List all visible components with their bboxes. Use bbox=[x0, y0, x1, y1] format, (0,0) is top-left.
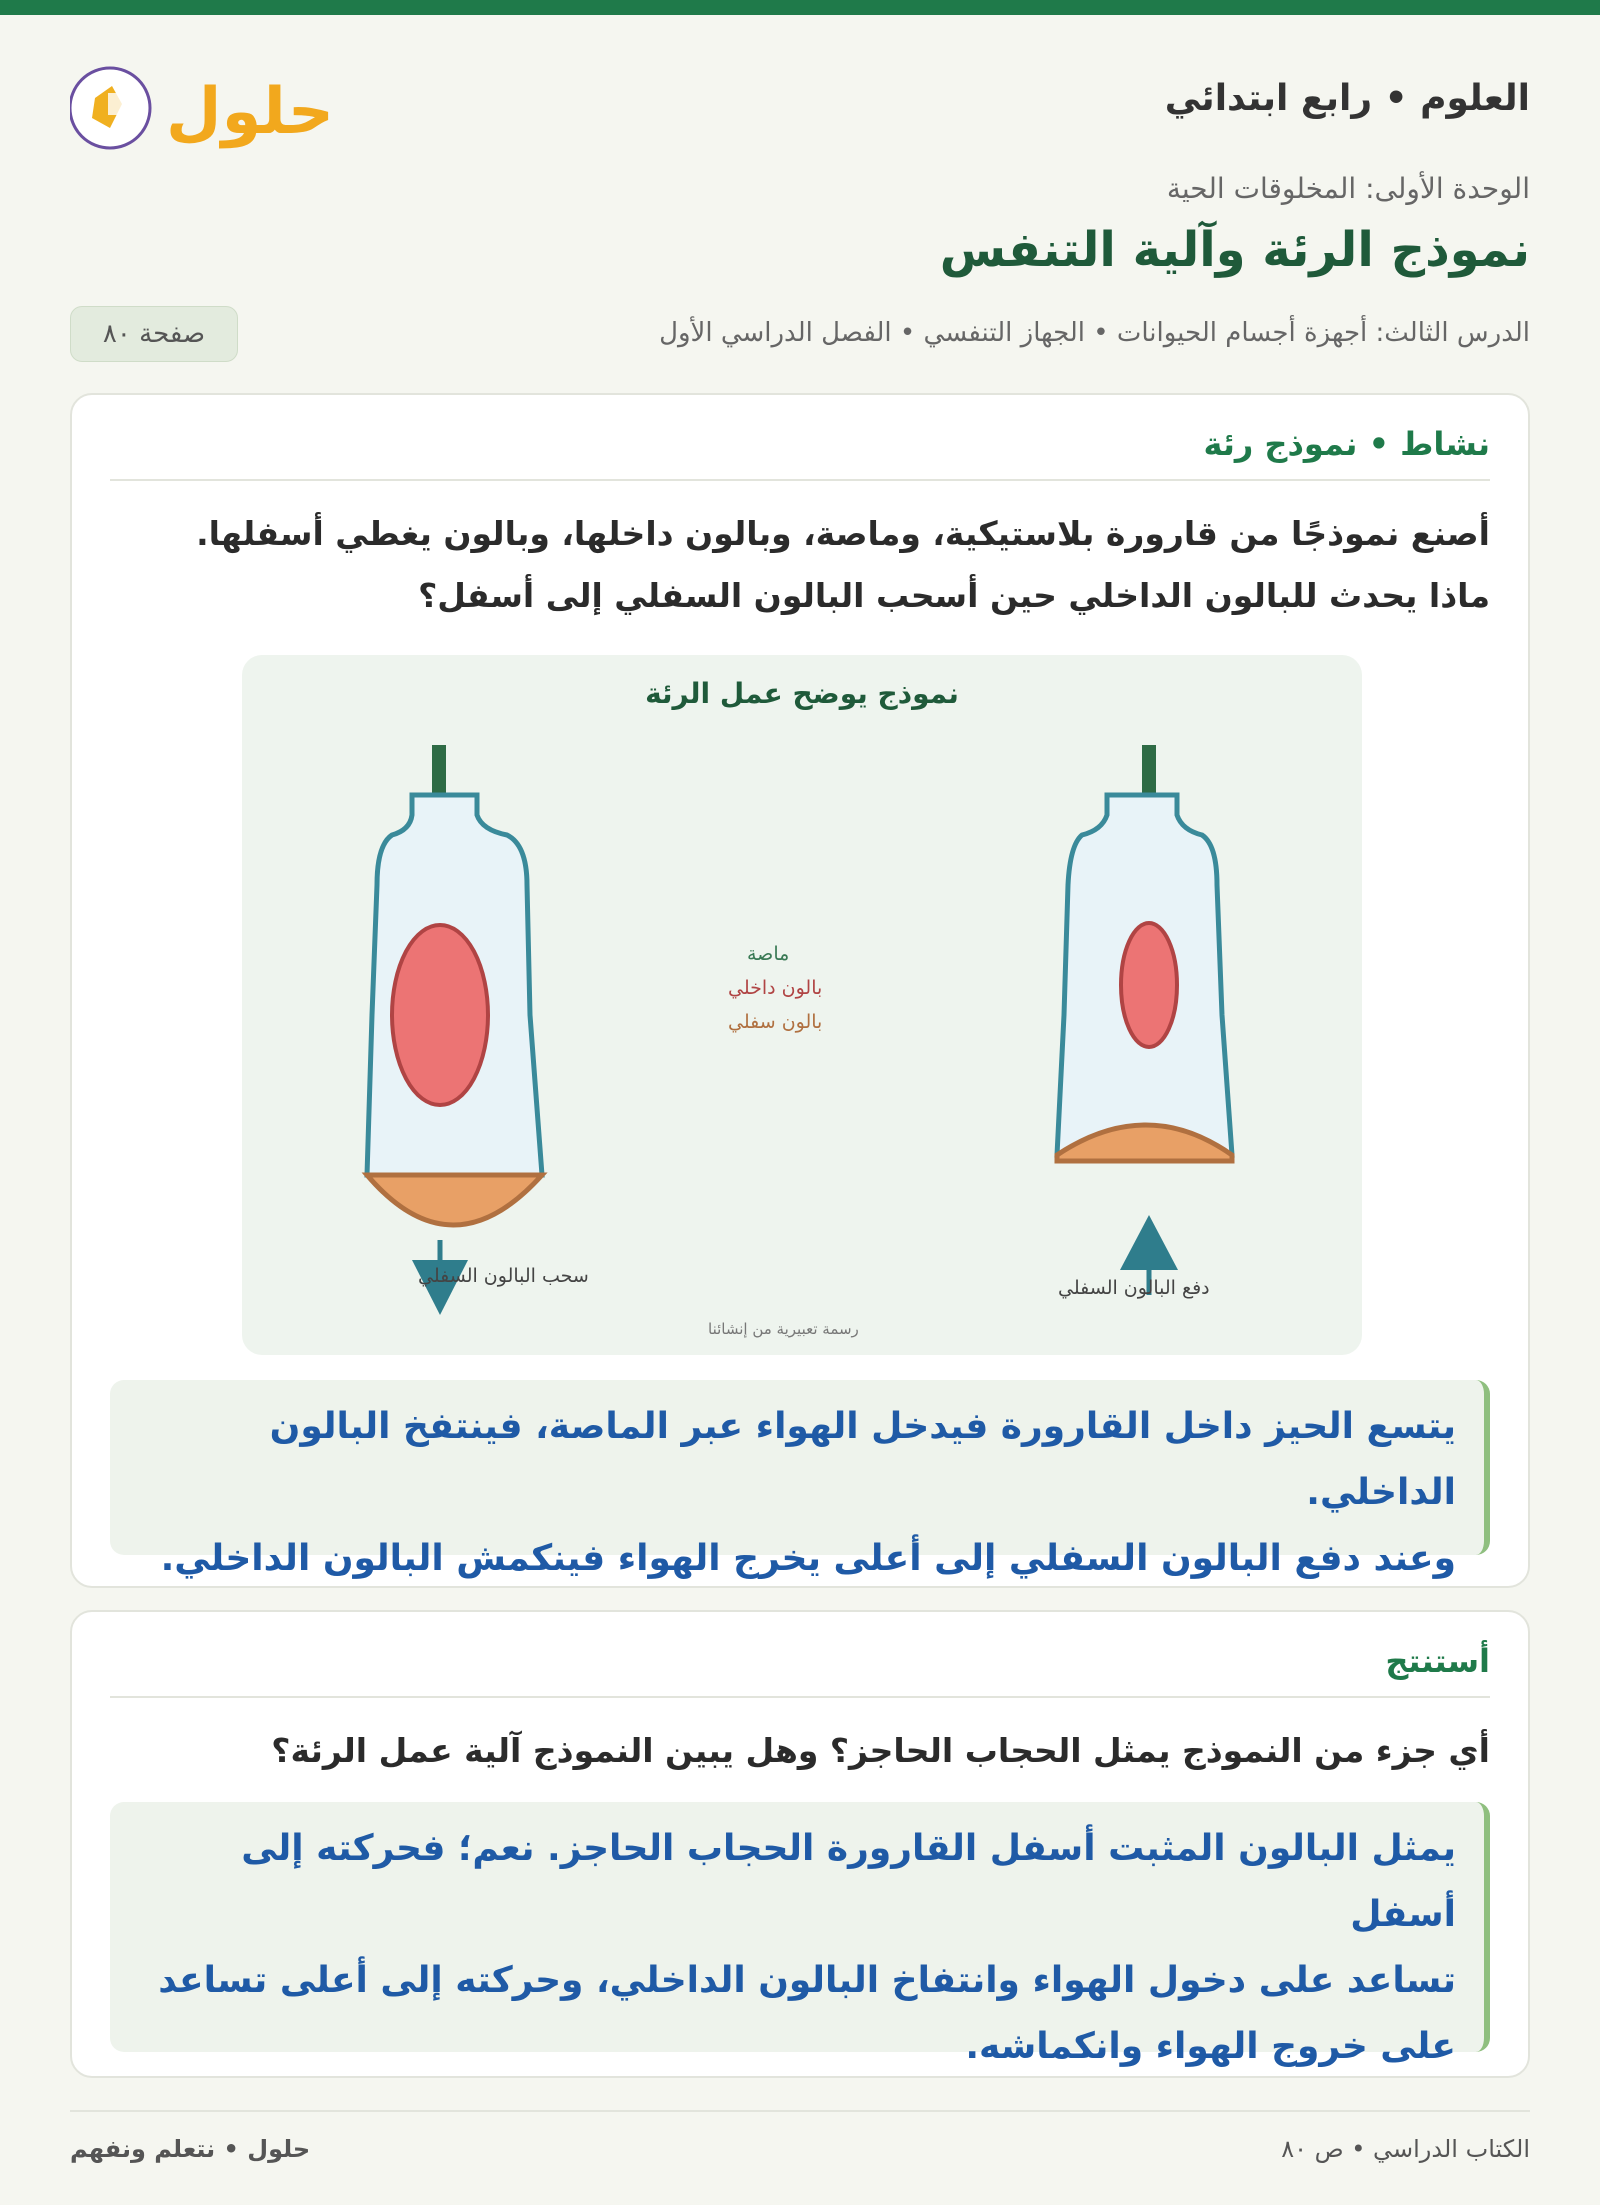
conclude-card bbox=[70, 1610, 1530, 2078]
activity-heading: نشاط • نموذج رئة bbox=[110, 425, 1490, 481]
conclude-answer bbox=[110, 1802, 1490, 2067]
hulul-logo bbox=[70, 58, 340, 158]
top-accent-bar bbox=[0, 0, 1600, 15]
conclude-heading: أستنتج bbox=[110, 1642, 1490, 1698]
bottle-pulled bbox=[367, 745, 542, 1315]
legend-straw: ماصة bbox=[747, 943, 790, 965]
footer-divider bbox=[70, 2110, 1530, 2112]
conclude-answer-line-3: على خروج الهواء وانكماشه. bbox=[965, 2026, 1456, 2067]
lung-model-figure bbox=[242, 655, 1362, 1355]
label-pull-down: سحب البالون السفلي bbox=[418, 1265, 589, 1287]
activity-question-line-1: أصنع نموذجًا من قارورة بلاستيكية، وماصة، وبالون داخلها، وبالون يغطي أسفلها. bbox=[196, 514, 1490, 553]
activity-card bbox=[70, 393, 1530, 1588]
page-header bbox=[70, 48, 1530, 168]
activity-answer-line-2: وعند دفع البالون السفلي إلى أعلى يخرج الهواء فينكمش البالون الداخلي. bbox=[160, 1538, 1456, 1579]
legend-inner-balloon: بالون داخلي bbox=[728, 977, 823, 999]
activity-answer bbox=[110, 1380, 1490, 1579]
bottle-pushed bbox=[1057, 745, 1232, 1295]
footer-book-ref: الكتاب الدراسي • ص ٨٠ bbox=[1281, 2135, 1530, 2163]
diaphragm-pulled bbox=[367, 1175, 542, 1225]
conclude-answer-line-2: تساعد على دخول الهواء وانتفاخ البالون الداخلي، وحركته إلى أعلى تساعد bbox=[158, 1960, 1456, 2001]
inner-balloon-expanded bbox=[392, 925, 488, 1105]
label-push-up: دفع البالون السفلي bbox=[1058, 1277, 1210, 1299]
conclude-question: أي جزء من النموذج يمثل الحجاب الحاجز؟ وهل يبين النموذج آلية عمل الرئة؟ bbox=[271, 1731, 1490, 1770]
figure-note: رسمة تعبيرية من إنشائنا bbox=[708, 1320, 859, 1338]
activity-question bbox=[110, 503, 1490, 627]
inner-balloon-deflated bbox=[1121, 923, 1177, 1047]
footer-brand: حلول • نتعلم ونفهم bbox=[70, 2135, 311, 2163]
arrow-up-icon bbox=[1120, 1215, 1178, 1270]
figure-title: نموذج يوضح عمل الرئة bbox=[645, 677, 959, 710]
logo-text: حلول bbox=[166, 75, 334, 149]
activity-answer-line-1: يتسع الحيز داخل القارورة فيدخل الهواء عبر الماصة، فينتفخ البالون الداخلي. bbox=[269, 1406, 1456, 1513]
page-badge: صفحة ٨٠ bbox=[70, 306, 238, 362]
lesson-title: نموذج الرئة وآلية التنفس bbox=[939, 222, 1530, 278]
legend-bottom-balloon: بالون سفلي bbox=[728, 1011, 823, 1033]
subject-title: العلوم • رابع ابتدائي bbox=[1164, 78, 1530, 119]
conclude-answer-line-1: يمثل البالون المثبت أسفل القارورة الحجاب الحاجز. نعم؛ فحركته إلى أسفل bbox=[241, 1828, 1456, 1935]
unit-label: الوحدة الأولى: المخلوقات الحية bbox=[1166, 172, 1530, 205]
activity-question-line-2: ماذا يحدث للبالون الداخلي حين أسحب البالون السفلي إلى أسفل؟ bbox=[418, 576, 1490, 615]
lung-model-diagram bbox=[242, 655, 1362, 1355]
lesson-subtitle: الدرس الثالث: أجهزة أجسام الحيوانات • الجهاز التنفسي • الفصل الدراسي الأول bbox=[659, 318, 1530, 348]
